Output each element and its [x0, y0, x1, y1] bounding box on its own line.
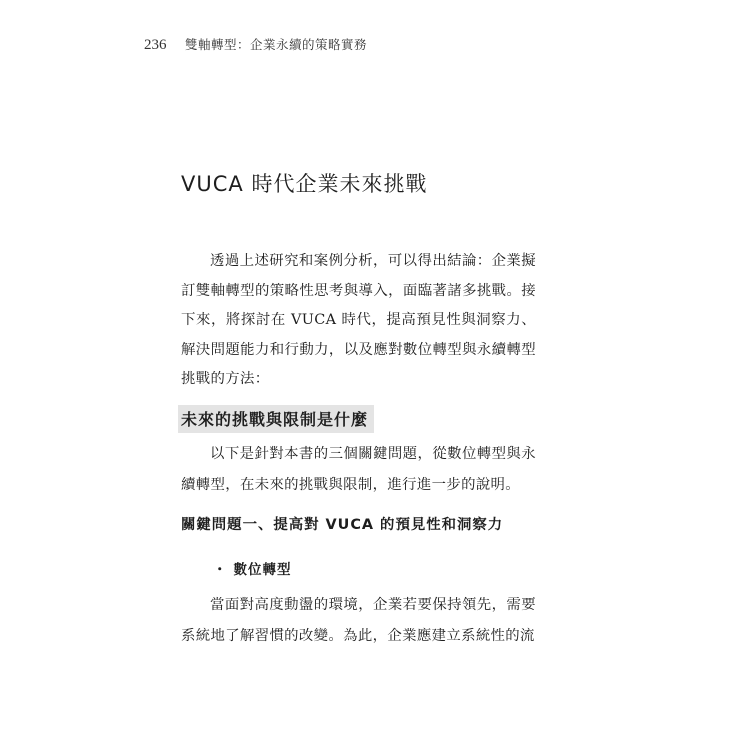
bullet-item	[213, 558, 292, 578]
section-heading: 未來的挑戰與限制是什麼	[178, 405, 374, 433]
key-question-heading: 關鍵問題一、提高對 VUCA 的預見性和洞察力	[181, 517, 504, 533]
bullet-paragraph: 當面對高度動盪的環境，企業若要保持領先，需要系統地了解習慣的改變。為此，企業應建立系統性的流	[181, 597, 536, 644]
intro-paragraph: 透過上述研究和案例分析，可以得出結論：企業擬訂雙軸轉型的策略性思考與導入，面臨著諸多挑戰。接下來，將探討在 VUCA 時代，提高預見性與洞察力、解決問題能力和行動力，以及應對數位轉型與永續轉型挑戰的方法：	[181, 253, 536, 387]
running-header	[144, 35, 367, 54]
page-number: 236	[144, 37, 167, 53]
chapter-title: VUCA 時代企業未來挑戰	[181, 172, 428, 196]
bullet-marker: ・	[213, 562, 228, 578]
bullet-label: 數位轉型	[233, 562, 292, 578]
running-title: 雙軸轉型：企業永續的策略實務	[184, 37, 367, 52]
section-paragraph: 以下是針對本書的三個關鍵問題，從數位轉型與永續轉型，在未來的挑戰與限制，進行進一步的說明。	[181, 446, 536, 493]
